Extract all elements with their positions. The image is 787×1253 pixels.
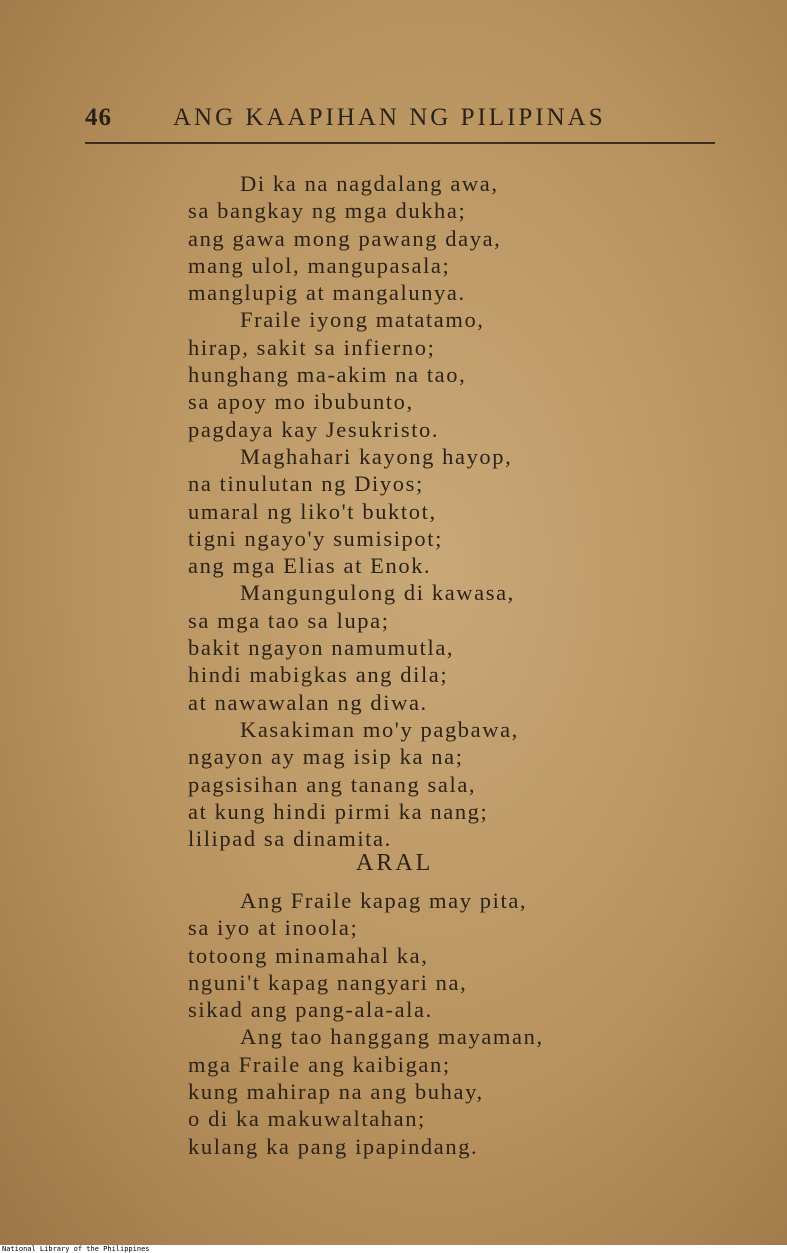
running-title: ANG KAAPIHAN NG PILIPINAS (173, 104, 606, 131)
poem-line: Fraile iyong matatamo, (240, 307, 485, 333)
poem-line: sa apoy mo ibubunto, (188, 389, 414, 415)
poem-line: sa bangkay ng mga dukha; (188, 198, 467, 224)
poem-line: kung mahirap na ang buhay, (188, 1079, 484, 1105)
poem-line: Ang tao hanggang mayaman, (240, 1024, 544, 1050)
poem-line: Kasakiman mo'y pagbawa, (240, 716, 519, 742)
poem-line: nguni't kapag nangyari na, (188, 969, 468, 995)
poem-line: na tinulutan ng Diyos; (188, 471, 424, 497)
poem-line: umaral ng liko't buktot, (188, 498, 437, 524)
poem-line: at kung hindi pirmi ka nang; (188, 798, 489, 824)
page-number: 46 (85, 104, 112, 131)
poem-line: hindi mabigkas ang dila; (188, 662, 449, 688)
poem-line: Di ka na nagdalang awa, (240, 171, 499, 196)
footer-credit: National Library of the Philippines (0, 1245, 787, 1253)
poem-line: kulang ka pang ipapindang. (188, 1133, 479, 1159)
poem-line: o di ka makuwaltahan; (188, 1106, 426, 1132)
poem-line: lilipad sa dinamita. (188, 826, 392, 852)
poem-line: mga Fraile ang kaibigan; (188, 1051, 451, 1077)
poem-line: totoong minamahal ka, (188, 942, 429, 968)
poem-line: ang gawa mong pawang daya, (188, 225, 502, 251)
header-rule (85, 142, 715, 144)
poem-line: ang mga Elias at Enok. (188, 553, 432, 579)
poem-line: Maghahari kayong hayop, (240, 443, 513, 469)
poem-line: ngayon ay mag isip ka na; (188, 744, 464, 770)
poem-line: pagsisihan ang tanang sala, (188, 771, 477, 797)
poem-line: Ang Fraile kapag may pita, (240, 888, 528, 913)
poem-line: mang ulol, mangupasala; (188, 252, 451, 278)
poem-line: tigni ngayo'y sumisipot; (188, 525, 443, 551)
poem-line: pagdaya kay Jesukristo. (188, 416, 440, 442)
poem-line: sa mga tao sa lupa; (188, 607, 390, 633)
poem-stanzas (188, 170, 618, 852)
page-header (85, 104, 715, 140)
poem-line: Mangungulong di kawasa, (240, 580, 515, 606)
section-title: ARAL (356, 850, 434, 876)
poem-line: hirap, sakit sa infierno; (188, 334, 436, 360)
poem-line: at nawawalan ng diwa. (188, 689, 428, 715)
poem-line: sikad ang pang-ala-ala. (188, 997, 433, 1023)
poem-line: hunghang ma-akim na tao, (188, 362, 467, 388)
poem-line: bakit ngayon namumutla, (188, 635, 455, 661)
poem-line: manglupig at mangalunya. (188, 280, 466, 306)
poem-line: sa iyo at inoola; (188, 915, 359, 941)
aral-stanzas (188, 887, 618, 1160)
